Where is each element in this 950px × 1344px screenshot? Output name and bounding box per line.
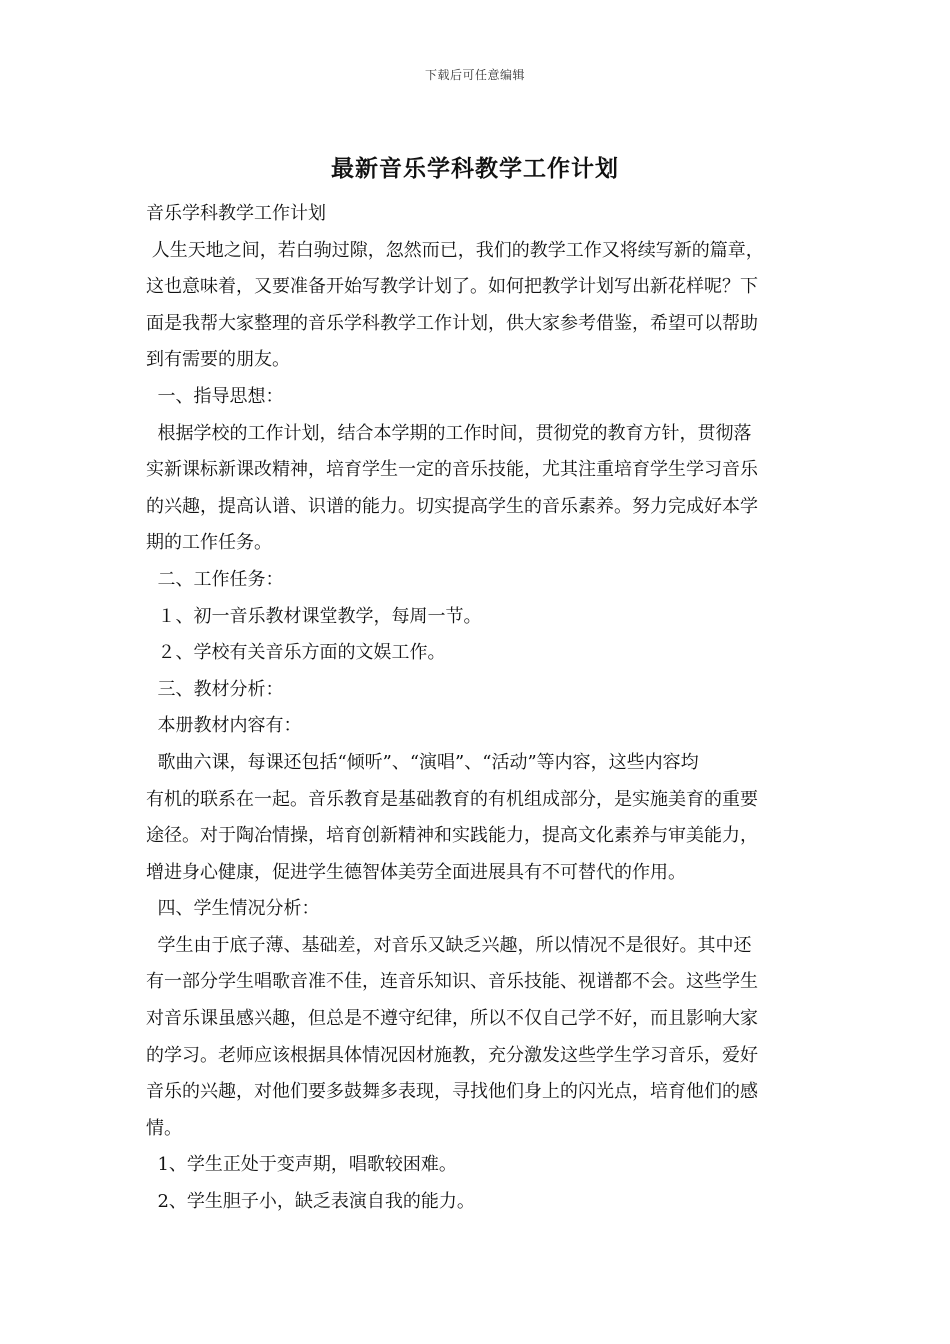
body-line: 面是我帮大家整理的音乐学科教学工作计划，供大家参考借鉴，希望可以帮助: [146, 312, 758, 334]
document-title: 最新音乐学科教学工作计划: [331, 155, 619, 182]
section-heading: 四、学生情况分析：: [146, 898, 320, 920]
body-line: 有一部分学生唱歌音准不佳，连音乐知识、音乐技能、视谱都不会。这些学生: [146, 971, 758, 993]
body-line: 途径。对于陶冶情操，培育创新精神和实践能力，提高文化素养与审美能力，: [146, 825, 758, 847]
header-note: 下载后可任意编辑: [424, 68, 525, 82]
body-line: 音乐学科教学工作计划: [146, 203, 326, 224]
body-line: 实新课标新课改精神，培育学生一定的音乐技能，尤其注重培育学生学习音乐: [146, 459, 758, 481]
body-line: 增进身心健康，促进学生德智体美劳全面进展具有不可替代的作用。: [146, 861, 686, 883]
body-line: 情。: [146, 1117, 182, 1139]
document-body: [146, 196, 810, 1221]
body-line: 对音乐课虽感兴趣，但总是不遵守纪律，所以不仅自己学不好，而且影响大家: [146, 1008, 758, 1030]
body-line: 的学习。老师应该根据具体情况因材施教，充分激发这些学生学习音乐，爱好: [146, 1044, 758, 1066]
section-heading: 三、教材分析：: [146, 678, 284, 700]
list-item: 1、学生正处于变声期，唱歌较困难。: [146, 1154, 457, 1176]
body-line: 人生天地之间，若白驹过隙，忽然而已，我们的教学工作又将续写新的篇章，: [146, 239, 764, 261]
body-line: 歌曲六课，每课还包括“倾听”、“演唱”、“活动”等内容，这些内容均: [146, 751, 699, 773]
list-item: 2、学生胆子小，缺乏表演自我的能力。: [146, 1191, 475, 1213]
section-heading: 二、工作任务：: [146, 568, 284, 590]
body-line: 本册教材内容有：: [146, 715, 302, 737]
body-line: 音乐的兴趣，对他们要多鼓舞多表现，寻找他们身上的闪光点，培育他们的感: [146, 1081, 758, 1103]
list-item: ２、学校有关音乐方面的文娱工作。: [146, 642, 446, 664]
body-line: 这也意味着，又要准备开始写教学计划了。如何把教学计划写出新花样呢？下: [146, 276, 758, 298]
body-line: 学生由于底子薄、基础差，对音乐又缺乏兴趣，所以情况不是很好。其中还: [146, 934, 752, 956]
body-line: 到有需要的朋友。: [146, 349, 290, 371]
body-line: 期的工作任务。: [146, 532, 272, 554]
body-line: 的兴趣，提高认谱、识谱的能力。切实提高学生的音乐素养。努力完成好本学: [146, 495, 758, 517]
body-line: 根据学校的工作计划，结合本学期的工作时间，贯彻党的教育方针，贯彻落: [146, 422, 752, 444]
body-line: 有机的联系在一起。音乐教育是基础教育的有机组成部分，是实施美育的重要: [146, 788, 758, 810]
section-heading: 一、指导思想：: [146, 385, 284, 407]
list-item: １、初一音乐教材课堂教学，每周一节。: [146, 605, 482, 627]
